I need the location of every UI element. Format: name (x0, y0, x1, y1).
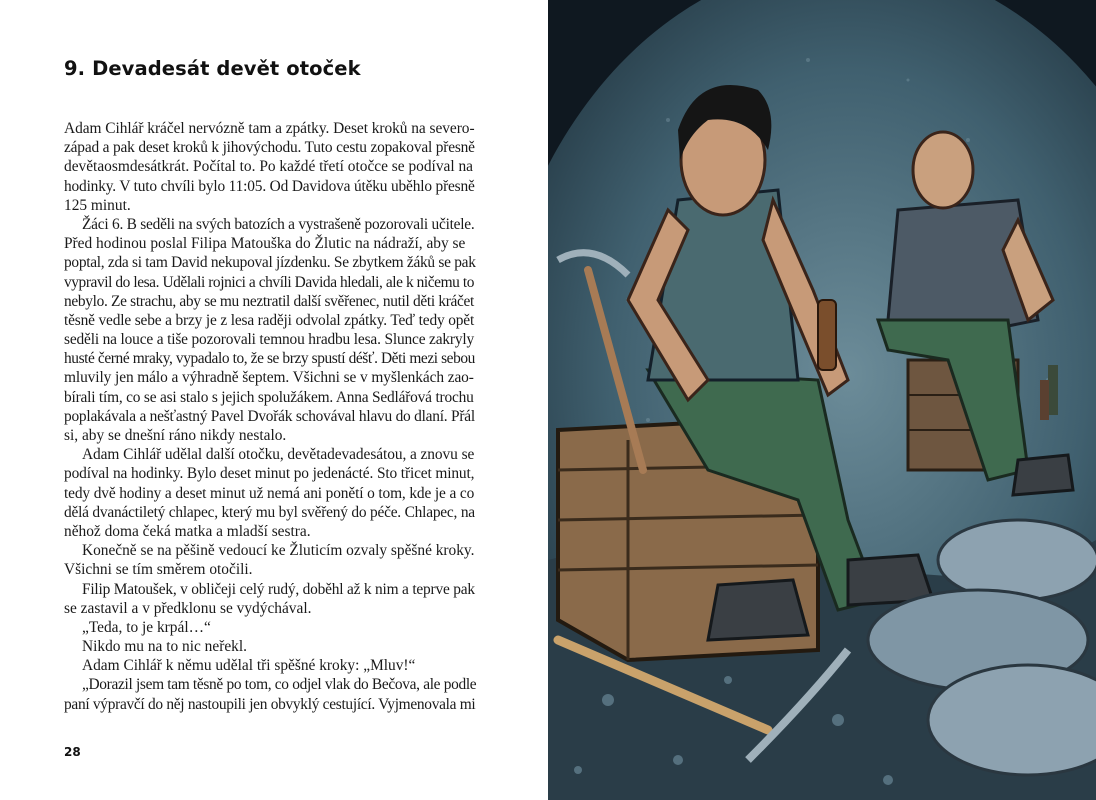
text-line: paní výpravčí do něj nastoupili jen obvyklý cestující. Vyjmenovala mi (64, 695, 476, 713)
text-line: Filip Matoušek, v obličeji celý rudý, doběhl až k nim a teprve pak (82, 580, 475, 598)
chapter-body-text (64, 119, 477, 714)
text-line: poptal, zda si tam David nekupoval jízdenku. Se zbytkem žáků se pak (64, 254, 476, 272)
text-line: husté černé mraky, vypadalo to, že se brzy spustí déšť. Děti mezi sebou (64, 350, 475, 368)
text-line: 125 minut. (64, 196, 131, 214)
text-line: si, aby se dnešní ráno nikdy nestalo. (64, 427, 287, 444)
text-line: seděli na louce a tiše pozorovali temnou hradbu lesa. Slunce zakryly (64, 331, 475, 349)
text-line: Nikdo mu na to nic neřekl. (82, 638, 247, 656)
text-line: Adam Cihlář k němu udělal tři spěšné kroky: „Mluv!“ (82, 657, 416, 675)
text-line: tedy dvě hodiny a deset minut už nemá ani ponětí o tom, kde je a co (64, 484, 475, 502)
page-number: 28 (64, 745, 81, 759)
text-line: nebylo. Ze strachu, aby se mu neztratil další svěřenec, nutil děti kráčet (64, 292, 474, 310)
text-line: Žáci 6. B seděli na svých batozích a vystrašeně pozorovali učitele. (82, 215, 475, 233)
text-line: vypravil do lesa. Udělali rojnici a chvíli Davida hledali, ale k ničemu to (64, 273, 474, 291)
text-line: Konečně se na pěšině vedoucí ke Žluticím ozvaly spěšné kroky. (82, 542, 475, 560)
text-line: se zastavil a v předklonu se vydýchával. (64, 599, 312, 617)
text-line: Všichni se tím směrem otočili. (64, 561, 253, 579)
text-line: dělá dvanáctiletý chlapec, který mu byl svěřený do péče. Chlapec, na (64, 503, 475, 521)
text-line: západ a pak deset kroků k jihovýchodu. Tuto cestu zopakoval přesně (64, 139, 475, 157)
text-line: Adam Cihlář udělal další otočku, devětadevadesátou, a znovu se (82, 446, 475, 464)
text-line: Před hodinou poslal Filipa Matouška do Žlutic na nádraží, aby se (64, 235, 466, 253)
text-line: „Dorazil jsem tam těsně po tom, co odjel vlak do Bečova, ale podle (82, 676, 477, 694)
text-line: podíval na hodinky. Bylo deset minut po jedenácté. Sto třicet minut, (64, 465, 475, 483)
text-line: mluvily jen málo a výhradně šeptem. Všichni se v myšlenkách zao- (64, 369, 474, 387)
text-line: něhož doma čeká matka a mladší sestra. (64, 522, 311, 540)
text-line: hodinky. V tuto chvíli bylo 11:05. Od Davidova útěku uběhlo přesně (64, 177, 475, 195)
chapter-title: 9. Devadesát devět otoček (64, 57, 361, 80)
text-line: poplakávala a nešťastný Pavel Dvořák schovával hlavu do dlaní. Přál (64, 407, 475, 425)
text-line: „Teda, to je krpál…“ (82, 618, 211, 636)
illustration-svg (548, 0, 1096, 800)
text-line: Adam Cihlář kráčel nervózně tam a zpátky. Deset kroků na severo- (64, 120, 475, 137)
chapter-illustration (548, 0, 1096, 800)
text-line: devětaosmdesátkrát. Počítal to. Po každé třetí otočce se podíval na (64, 158, 474, 176)
text-line: bírali tím, co se asi stalo s jejich spolužákem. Anna Sedlářová trochu (64, 388, 474, 406)
text-line: těsně vedle sebe a brzy je z lesa raději odvolal zpátky. Teď tedy opět (64, 311, 475, 329)
